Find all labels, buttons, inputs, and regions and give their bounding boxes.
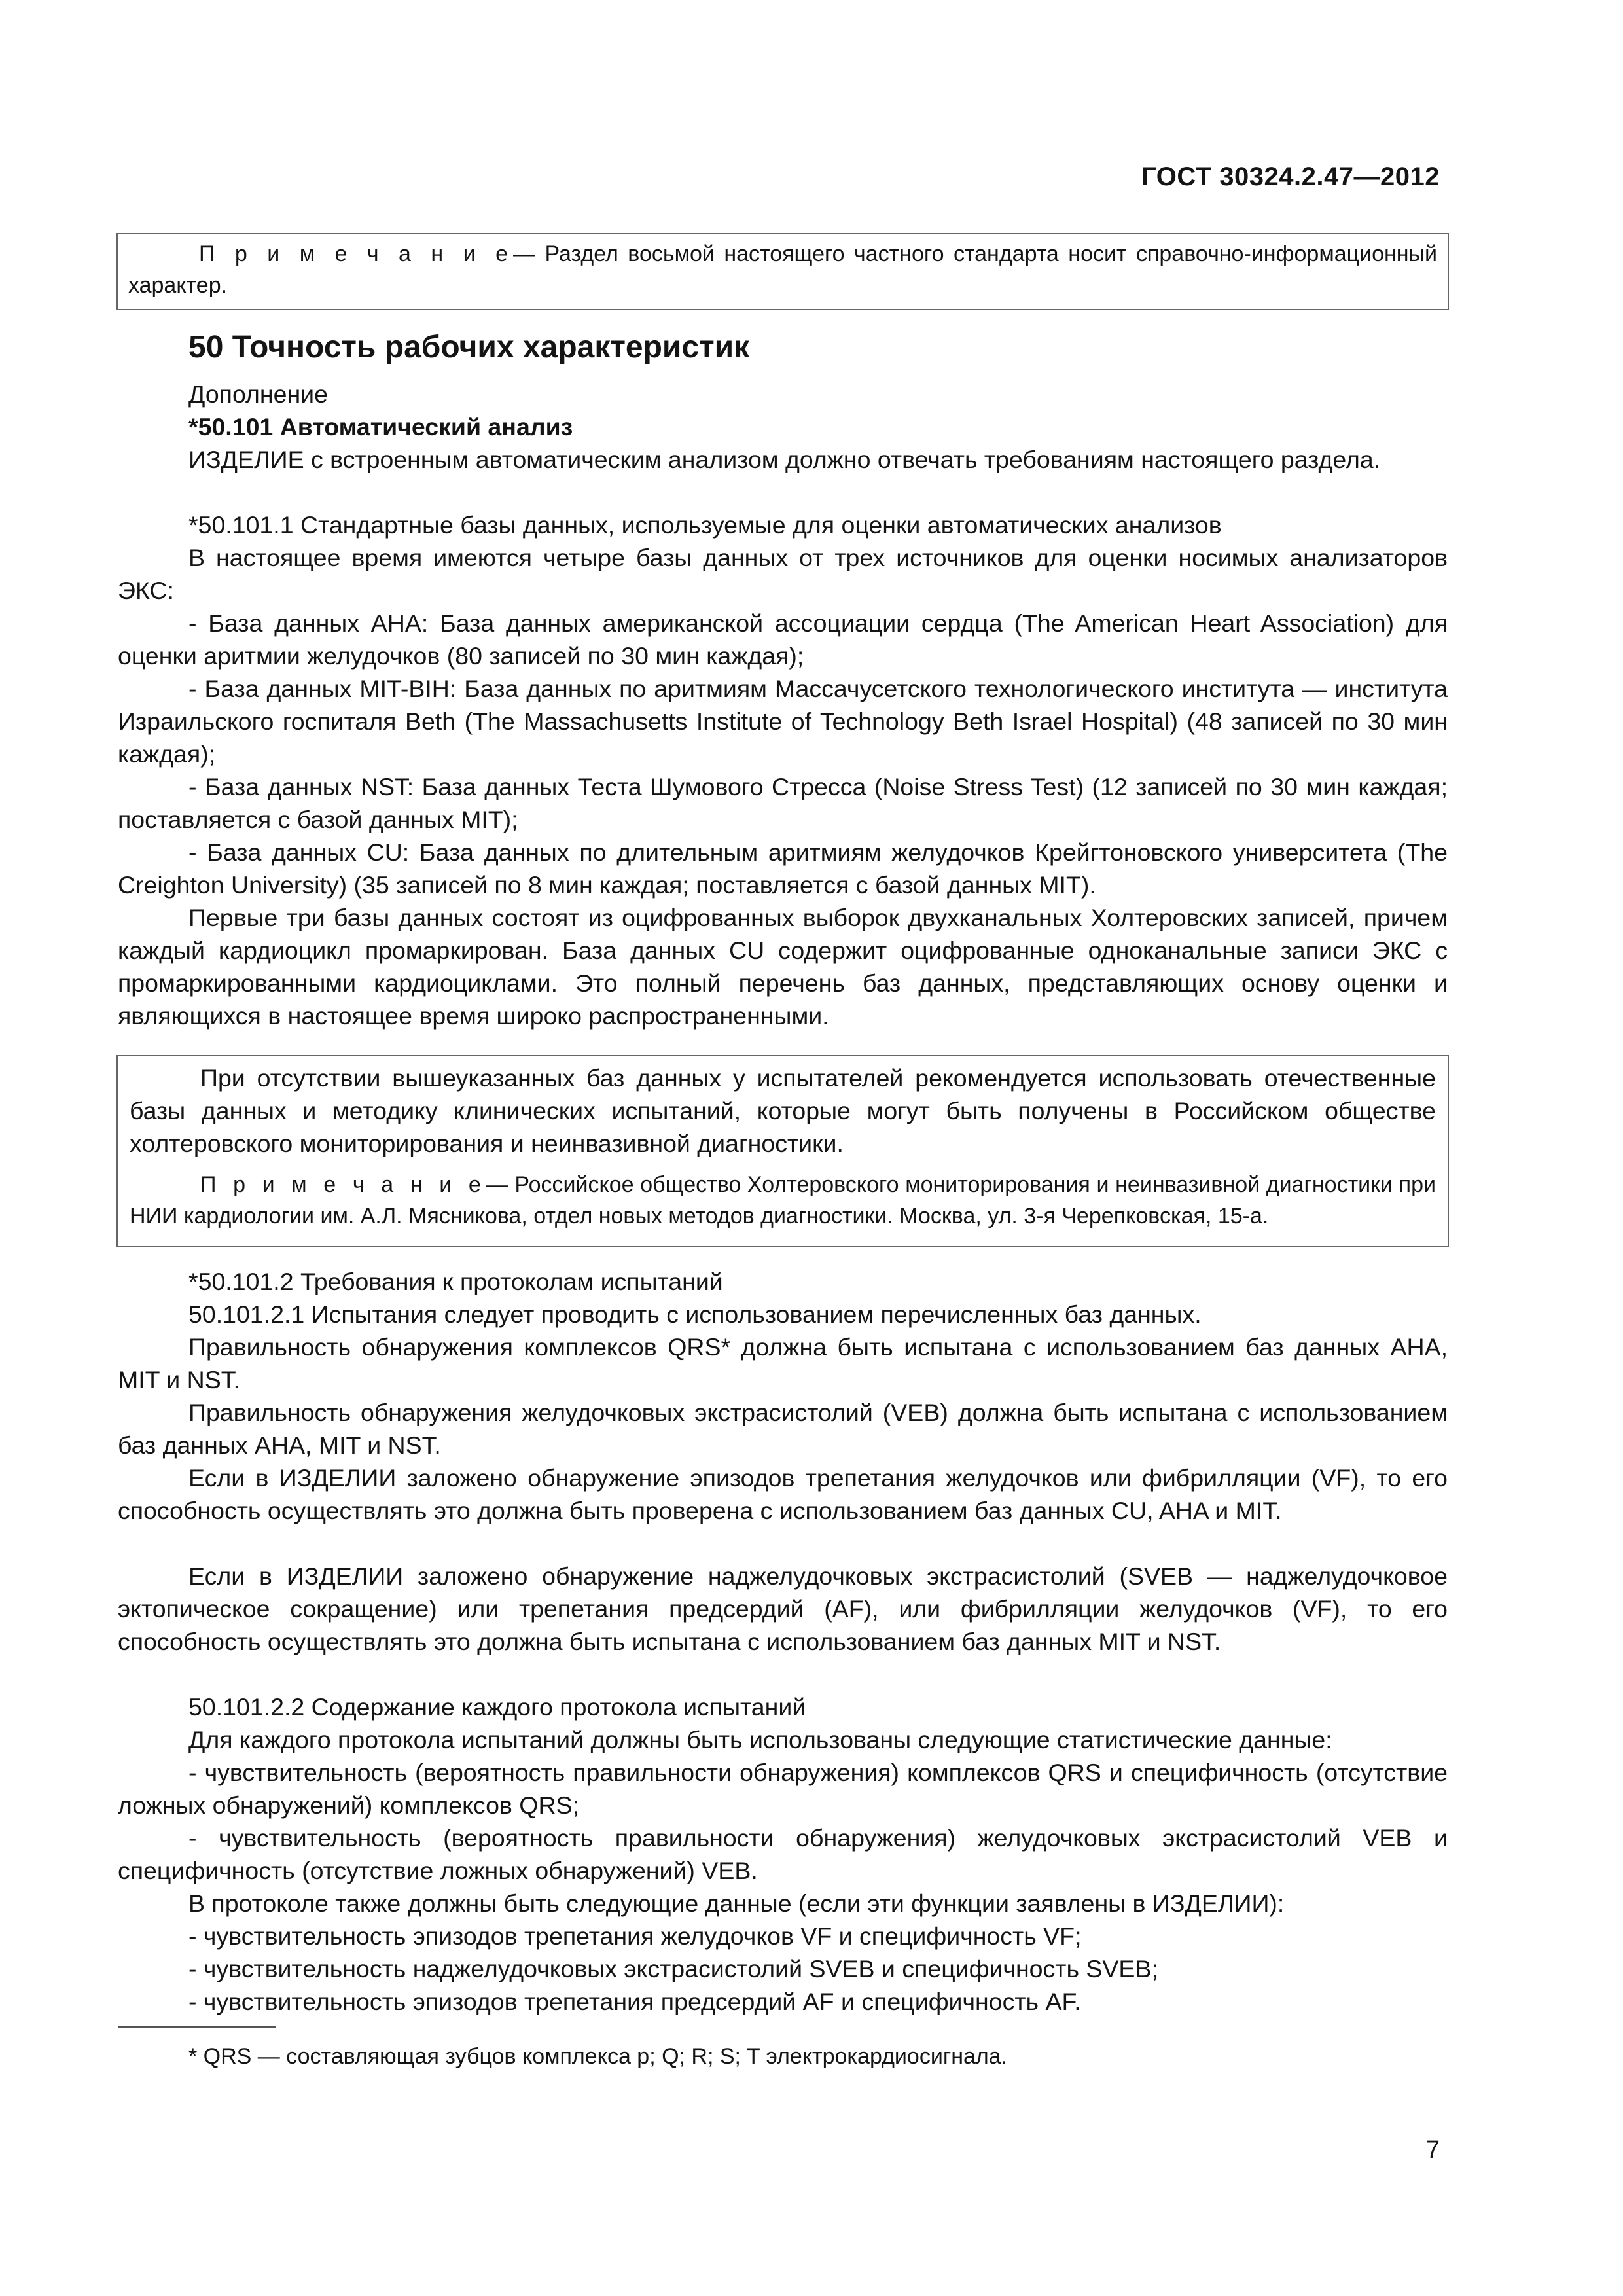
paragraph: *50.101.1 Стандартные базы данных, используемые для оценки автоматических анализов — [188, 511, 1222, 539]
addition-label: Дополнение — [188, 380, 328, 408]
paragraph: Правильность обнаружения комплексов QRS* должна быть испытана с использованием баз данных AHA, MIT и NST. — [118, 1333, 1448, 1393]
list-item: - чувствительность (вероятность правильности обнаружения) желудочковых экстрасистолий VEB и специфичность (отсутствие ложных обнаружений) VEB. — [118, 1824, 1448, 1884]
list-item: - База данных CU: База данных по длительным аритмиям желудочков Крейгтоновского университета (The Creighton University) (35 записей по 8 мин каждая; поставляется с базой данных MIT). — [118, 838, 1448, 899]
section-title: 50 Точность рабочих характеристик — [188, 330, 750, 365]
paragraph: ИЗДЕЛИЕ с встроенным автоматическим анализом должно отвечать требованиям настоящего раздела. — [188, 446, 1381, 473]
paragraph: Первые три базы данных состоят из оцифрованных выборок двухканальных Холтеровских записей, причем каждый кардиоцикл промаркирован. База данных CU содержит оцифрованные одноканальные записи ЭКС с промаркированными кардиоциклами. Это полный перечень баз данных, представляющих основу оценки и являющихся в настоящее время широко распространенными. — [118, 904, 1448, 1030]
paragraph: Правильность обнаружения желудочковых экстрасистолий (VEB) должна быть испытана с использованием баз данных AHA, MIT и NST. — [118, 1399, 1448, 1459]
subsection-title: *50.101 Автоматический анализ — [188, 413, 573, 440]
paragraph: *50.101.2 Требования к протоколам испытаний — [188, 1268, 723, 1295]
list-item: - База данных AHA: База данных американской ассоциации сердца (The American Heart Association) для оценки аритмии желудочков (80 записей по 30 мин каждая); — [118, 609, 1448, 670]
paragraph: В протоколе также должны быть следующие данные (если эти функции заявлены в ИЗДЕЛИИ): — [188, 1890, 1285, 1917]
list-item: - База данных NST: База данных Теста Шумового Стресса (Noise Stress Test) (12 записей по 30 мин каждая; поставляется с базой данных MIT); — [118, 773, 1448, 833]
paragraph: Для каждого протокола испытаний должны быть использованы следующие статистические данные: — [188, 1726, 1332, 1753]
list-item: - чувствительность эпизодов трепетания желудочков VF и специфичность VF; — [188, 1922, 1082, 1950]
footnote-divider — [118, 2026, 276, 2028]
list-item: - База данных MIT-BIH: База данных по аритмиям Массачусетского технологического института — института Израильского госпиталя Beth (The Massachusetts Institute of Technology Beth Israel Hospital) (48 записей по 30 мин каждая); — [118, 675, 1448, 768]
list-item: - чувствительность наджелудочковых экстрасистолий SVEB и специфичность SVEB; — [188, 1955, 1158, 1982]
note-box-middle — [116, 1055, 1449, 1247]
list-item: - чувствительность эпизодов трепетания предсердий AF и специфичность AF. — [188, 1988, 1081, 2015]
note-label: П р и м е ч а н и е — [200, 1172, 486, 1197]
note-text: П р и м е ч а н и е— Раздел восьмой настоящего частного стандарта носит справочно-информационный характер. — [128, 242, 1437, 298]
list-item: - чувствительность (вероятность правильности обнаружения) комплексов QRS и специфичность (отсутствие ложных обнаружений) комплексов QRS; — [118, 1759, 1448, 1819]
note-label: П р и м е ч а н и е — [199, 242, 514, 266]
box-note: П р и м е ч а н и е— Российское общество Холтеровского мониторирования и неинвазивной диагностики при НИИ кардиологии им. А.Л. Мясникова, отдел новых методов диагностики. Москва, ул. 3-я Черепковская, 15-а. — [130, 1172, 1436, 1229]
footnote: * QRS — составляющая зубцов комплекса p; Q; R; S; T электрокардиосигнала. — [188, 2044, 1008, 2069]
paragraph: Если в ИЗДЕЛИИ заложено обнаружение наджелудочковых экстрасистолий (SVEB — наджелудочковое эктопическое сокращение) или трепетания предсердий (AF), или фибрилляции желудочков (VF), то его способность осуществлять это должна быть испытана с использованием баз данных MIT и NST. — [118, 1562, 1448, 1655]
note-box-top — [116, 233, 1449, 310]
paragraph: 50.101.2.2 Содержание каждого протокола испытаний — [188, 1693, 806, 1721]
paragraph: Если в ИЗДЕЛИИ заложено обнаружение эпизодов трепетания желудочков или фибрилляции (VF), то его способность осуществлять это должна быть проверена с использованием баз данных CU, AHA и MIT. — [118, 1464, 1448, 1524]
standard-number: ГОСТ 30324.2.47—2012 — [1141, 162, 1440, 191]
box-text: При отсутствии вышеуказанных баз данных у испытателей рекомендуется использовать отечественные базы данных и методику клинических испытаний, которые могут быть получены в Российском обществе холтеровского мониторирования и неинвазивной диагностики. — [130, 1064, 1436, 1157]
paragraph: В настоящее время имеются четыре базы данных от трех источников для оценки носимых анализаторов ЭКС: — [118, 544, 1448, 604]
paragraph: 50.101.2.1 Испытания следует проводить с использованием перечисленных баз данных. — [188, 1300, 1202, 1328]
page-number: 7 — [1425, 2136, 1440, 2164]
